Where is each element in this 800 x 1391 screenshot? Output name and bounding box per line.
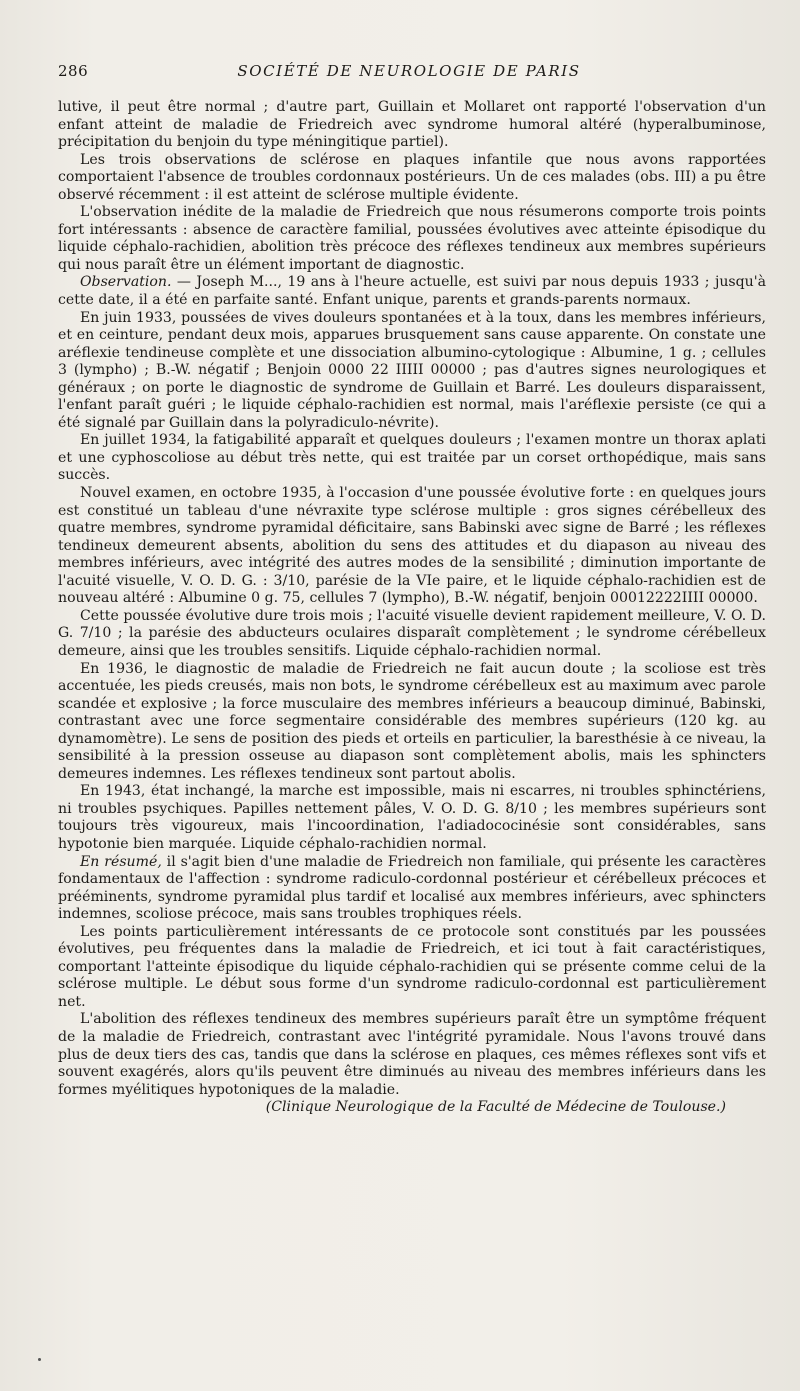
paragraph: En 1936, le diagnostic de maladie de Friedreich ne fait aucun doute ; la scoliose est très accentuée, les pieds creusés, mais non bots, le syndrome cérébelleux est au maximum avec parole scandée et explosive ; la force musculaire des membres inférieurs a beaucoup diminué, Babinski, contrastant avec une force segmentaire considérable des membres supérieurs (120 kg. au dynamomètre). Le sens de position des pieds et orteils en particulier, la baresthésie à ce niveau, la sensibilité à la pression osseuse au diapason sont complètement abolis, mais les sphincters demeures indemnes. Les réflexes tendineux sont partout abolis. bbox=[58, 660, 766, 782]
paragraph: En 1943, état inchangé, la marche est impossible, mais ni escarres, ni troubles sphinctériens, ni troubles psychiques. Papilles nettement pâles, V. O. D. G. 8/10 ; les membres supérieurs sont toujours très vigoureux, mais l'incoordination, l'adiadococinésie sont considérables, sans hypotonie bien marquée. Liquide céphalo-rachidien normal. bbox=[58, 783, 766, 852]
scan-speck bbox=[38, 1358, 41, 1361]
page-number: 286 bbox=[58, 62, 89, 80]
paragraph: En résumé, il s'agit bien d'une maladie de Friedreich non familiale, qui présente les caractères fondamentaux de l'affection : syndrome radiculo-cordonnal postérieur et cérébelleux précoces et prééminents, syndrome pyramidal plus tardif et localisé aux membres inférieurs, avec sphincters indemnes, scoliose précoce, mais sans troubles trophiques réels. bbox=[58, 853, 766, 923]
paragraph: Nouvel examen, en octobre 1935, à l'occasion d'une poussée évolutive forte : en quelques jours est constitué un tableau d'une névraxite type sclérose multiple : gros signes cérébelleux des quatre membres, syndrome pyramidal déficitaire, sans Babinski avec signe de Barré ; les réflexes tendineux demeurent absents, abolition du sens des attitudes et du diapason au niveau des membres inférieurs, avec intégrité des autres modes de la sensibilité ; diminution importante de l'acuité visuelle, V. O. D. G. : 3/10, parésie de la VIe paire, et le liquide céphalo-rachidien est de nouveau altéré : Albumine 0 g. 75, cellules 7 (lympho), B.-W. négatif, benjoin 00012222IIII 00000. bbox=[58, 485, 766, 607]
summary-label: En résumé, bbox=[80, 853, 162, 870]
running-title: SOCIÉTÉ DE NEUROLOGIE DE PARIS bbox=[237, 62, 581, 80]
page-header bbox=[58, 62, 760, 82]
paragraph: L'observation inédite de la maladie de Friedreich que nous résumerons comporte trois points fort intéressants : absence de caractère familial, poussées évolutives avec atteinte épisodique du liquide céphalo-rachidien, abolition très précoce des réflexes tendineux aux membres supérieurs qui nous paraît être un élément important de diagnostic. bbox=[58, 204, 766, 273]
paragraph: Les trois observations de sclérose en plaques infantile que nous avons rapportées comportaient l'absence de troubles cordonnaux postérieurs. Un de ces malades (obs. III) a pu être observé récemment : il est atteint de sclérose multiple évidente. bbox=[58, 151, 766, 203]
observation-label: Observation. bbox=[80, 274, 172, 291]
paragraph: Observation. — Joseph M..., 19 ans à l'heure actuelle, est suivi par nous depuis 1933 ; jusqu'à cette date, il a été en parfaite santé. Enfant unique, parents et grands-parents normaux. bbox=[58, 274, 766, 309]
paragraph: En juin 1933, poussées de vives douleurs spontanées et à la toux, dans les membres inférieurs, et en ceinture, pendant deux mois, apparues brusquement sans cause apparente. On constate une aréflexie tendineuse complète et une dissociation albumino-cytologique : Albumine, 1 g. ; cellules 3 (lympho) ; B.-W. négatif ; Benjoin 0000 22 IIIII 00000 ; pas d'autres signes neurologiques et généraux ; on porte le diagnostic de syndrome de Guillain et Barré. Les douleurs disparaissent, l'enfant paraît guéri ; le liquide céphalo-rachidien est normal, mais l'aréflexie persiste (ce qui a été signalé par Guillain dans la polyradiculo-névrite). bbox=[58, 309, 766, 431]
paragraph: L'abolition des réflexes tendineux des membres supérieurs paraît être un symptôme fréquent de la maladie de Friedreich, contrastant avec l'intégrité pyramidale. Nous l'avons trouvé dans plus de deux tiers des cas, tandis que dans la sclérose en plaques, ces mêmes réflexes sont vifs et souvent exagérés, alors qu'ils peuvent être diminués au niveau des membres inférieurs dans les formes myélitiques hypotoniques de la maladie. bbox=[58, 1011, 766, 1098]
paragraph: lutive, il peut être normal ; d'autre part, Guillain et Mollaret ont rapporté l'observation d'un enfant atteint de maladie de Friedreich avec syndrome humoral altéré (hyperalbuminose, précipitation du benjoin du type méningitique partiel). bbox=[58, 99, 766, 151]
institution-signature: (Clinique Neurologique de la Faculté de Médecine de Toulouse.) bbox=[265, 1099, 726, 1116]
paragraph: Les points particulièrement intéressants de ce protocole sont constitués par les poussées évolutives, peu fréquentes dans la maladie de Friedreich, et ici tout à fait caractéristiques, comportant l'atteinte épisodique du liquide céphalo-rachidien qui se présente comme celui de la sclérose multiple. Le début sous forme d'un syndrome radiculo-cordonnal est particulièrement net. bbox=[58, 923, 766, 1010]
paragraph: Cette poussée évolutive dure trois mois ; l'acuité visuelle devient rapidement meilleure, V. O. D. G. 7/10 ; la parésie des abducteurs oculaires disparaît complètement ; le syndrome cérébelleux demeure, ainsi que les troubles sensitifs. Liquide céphalo-rachidien normal. bbox=[58, 607, 766, 659]
paragraph: En juillet 1934, la fatigabilité apparaît et quelques douleurs ; l'examen montre un thorax aplati et une cyphoscoliose au début très nette, qui est traitée par un corset orthopédique, mais sans succès. bbox=[58, 432, 766, 484]
article-body bbox=[58, 99, 766, 1117]
